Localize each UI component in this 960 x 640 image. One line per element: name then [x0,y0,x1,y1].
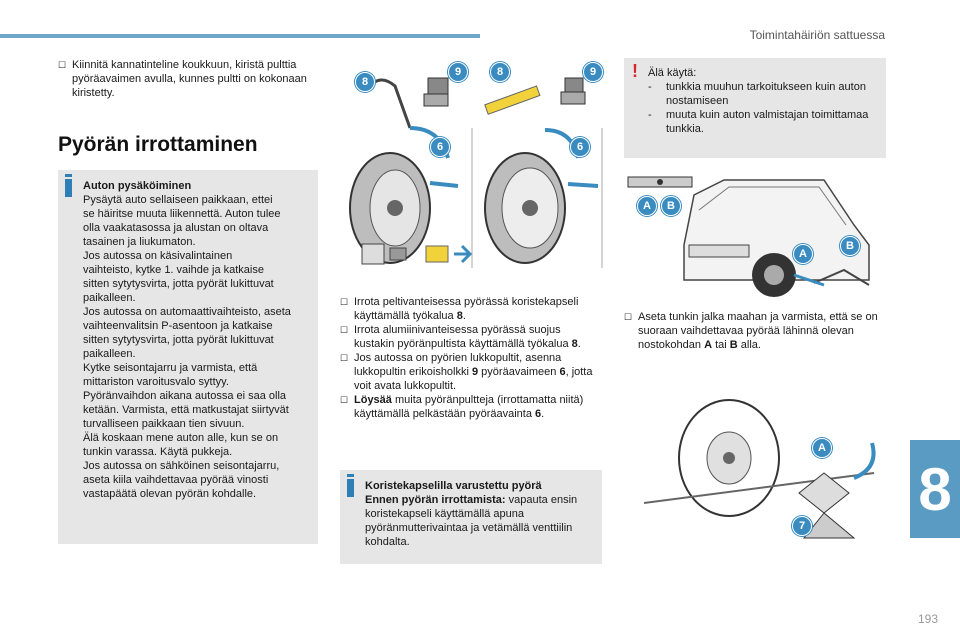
info-line: olla vaakatasossa ja alustan on oltava [83,222,269,234]
checkbox-bullet-icon: ☐ [58,60,67,70]
warning-item: - muuta kuin auton valmistajan toimittamaa tunkkia. [648,109,869,135]
info-line: tasainen ja liukumaton. [83,236,196,248]
info-line: vaihteenvalitsin P-asentoon ja katkaise [83,320,273,332]
bullet-item: ☐ Irrota peltivanteisessa pyörässä koristekapseli käyttämällä työkalua 8. [340,296,579,322]
jack-lifting-illustration [624,398,889,548]
checkbox-bullet-icon: ☐ [340,297,349,307]
info-line: paikalleen. [83,348,136,360]
info-line: Jos autossa on sähköinen seisontajarru, [83,460,280,472]
badge-step-6: 6 [430,137,450,157]
badge-step-6-right: 6 [570,137,590,157]
info-text [83,193,308,501]
info-line: paikalleen. [83,292,136,304]
info-line: vastapäätä olevan pyörän kohdalle. [83,488,257,500]
checkbox-bullet-icon: ☐ [340,395,349,405]
checkbox-bullet-icon: ☐ [340,325,349,335]
warning-icon: ! [632,61,638,81]
info-line: Pysäytä auto sellaiseen paikkaan, ettei [83,194,273,206]
jack-instruction: ☐ Aseta tunkin jalka maahan ja varmista, että se on suoraan vaihdettavaa pyörää lähinnä olevan nostokohdan A tai B alla. [624,311,878,351]
info-line: mittariston varoitusvalo syttyy. [83,376,229,388]
badge-point-b-van: B [840,236,860,256]
info-line: Jos autossa on automaattivaihteisto, aseta [83,306,291,318]
van-jack-illustration [624,165,889,300]
info-icon [65,179,72,197]
info-line: tunkin varassa. Käytä pukkeja. [83,446,233,458]
middle-instructions [340,295,602,421]
badge-point-a-lift: A [812,438,832,458]
intro-bullet: ☐ Kiinnitä kannatinteline koukkuun, kiristä pulttia pyöräavaimen avulla, kunnes pultti on kokonaan kiristetty. [58,59,307,99]
info-line: aseta kiila vaihdettavaa pyörää vinosti [83,474,269,486]
bullet-item: ☐ Irrota alumiinivanteisessa pyörässä suojus kustakin pyöränpultista käyttämällä työkalua 8. [340,324,581,350]
checkbox-bullet-icon: ☐ [340,353,349,363]
badge-tool-9-right: 9 [583,62,603,82]
info-icon [347,479,354,497]
badge-step-7: 7 [792,516,812,536]
info-line: sitten sytytysvirta, jotta pyörät lukittuvat [83,334,274,346]
badge-point-b: B [661,196,681,216]
info-title: Auton pysäköiminen [83,180,192,192]
badge-tool-9: 9 [448,62,468,82]
info-box-parking [58,170,318,544]
bullet-item: ☐ Löysää muita pyöränpultteja (irrottamatta niitä) käyttämällä pelkästään pyöräavainta 6. [340,394,584,420]
header-bar [0,34,480,38]
info-line: sitten sytytysvirta, jotta pyörät lukittuvat [83,278,274,290]
badge-point-a-van: A [793,244,813,264]
info-box-hubcap: Koristekapselilla varustettu pyörä Ennen pyörän irrottamista: vapauta ensin koristekapseli käyttämällä apuna pyöränmutterivaintaa ja vetämällä venttiilin kohdalta. [340,470,602,564]
chapter-title: Toimintahäiriön sattuessa [749,28,885,42]
info-line: Pyöränvaihdon aikana autossa ei saa olla [83,390,287,402]
chapter-tab: 8 [910,440,960,538]
warning-item: - tunkkia muuhun tarkoitukseen kuin auton nostamiseen [648,81,866,107]
info-line: Jos autossa on käsivalintainen [83,250,233,262]
page-number: 193 [917,612,938,626]
bullet-item: ☐ Jos autossa on pyörien lukkopultit, asenna lukkopultin erikoisholkki 9 pyöräavaimeen 6, jotta voit avata lukkopultit. [340,352,593,392]
info-line: ketään. Varmista, että matkustajat siirtyvät [83,404,289,416]
info-line: vaihteisto, kytke 1. vaihde ja katkaise [83,264,264,276]
info-line: turvalliseen paikkaan tien sivuun. [83,418,245,430]
info-line: se häiritse muuta liikennettä. Auton tulee [83,208,281,220]
checkbox-bullet-icon: ☐ [624,312,633,322]
badge-point-a: A [637,196,657,216]
warning-box: ! Älä käytä: - tunkkia muuhun tarkoitukseen kuin auton nostamiseen - muuta kuin auton valmistajan toimittamaa tunkkia. [624,58,886,158]
lock-socket-illustration [360,236,475,272]
section-title: Pyörän irrottaminen [58,133,258,156]
badge-tool-8: 8 [355,72,375,92]
info-line: Älä koskaan mene auton alle, kun se on [83,432,279,444]
badge-tool-8-right: 8 [490,62,510,82]
info-line: Kytke seisontajarru ja varmista, että [83,362,258,374]
